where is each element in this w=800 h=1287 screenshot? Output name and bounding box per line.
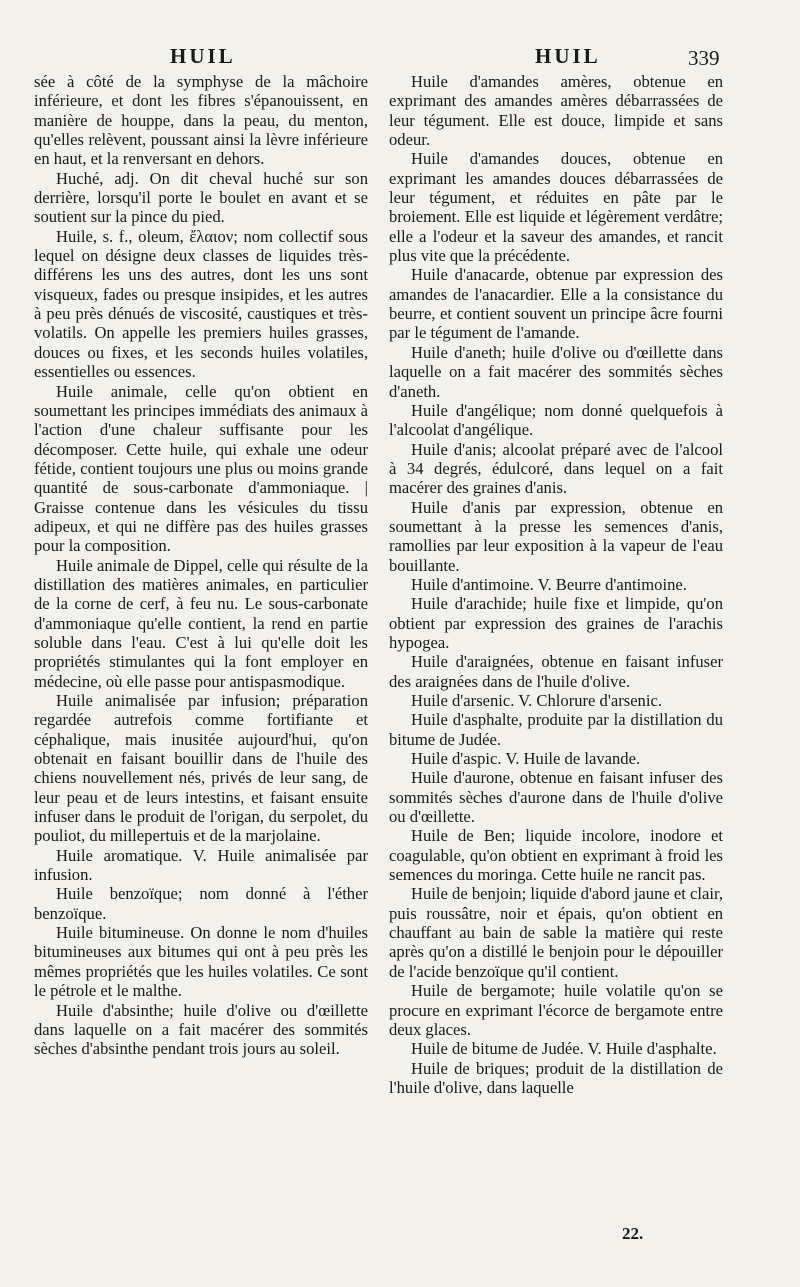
dictionary-entry: Huile d'aneth; huile d'olive ou d'œillette dans laquelle on a fait macérer des sommités sèches d'aneth.	[389, 342, 723, 401]
right-column	[389, 72, 723, 1097]
dictionary-entry: Huile d'anacarde, obtenue par expression des amandes de l'anacardier. Elle a la consistance du beurre, et contient souvent un principe âcre fourni par le tégument de l'amande.	[389, 265, 723, 343]
dictionary-entry: Huile benzoïque; nom donné à l'éther benzoïque.	[34, 884, 368, 923]
dictionary-entry: Huile d'antimoine. V. Beurre d'antimoine.	[411, 574, 687, 594]
dictionary-entry: Huile d'absinthe; huile d'olive ou d'œillette dans laquelle on a fait macérer des sommités sèches d'absinthe pendant trois jours au soleil.	[34, 1000, 368, 1059]
dictionary-entry: Huile de Ben; liquide incolore, inodore et coagulable, qu'on obtient en exprimant à froid les semences du moringa. Cette huile ne rancit pas.	[389, 826, 723, 885]
dictionary-entry: Huile animale de Dippel, celle qui résulte de la distillation des matières animales, en particulier de la corne de cerf, à feu nu. Le sous-carbonate d'ammoniaque qu'elle contient, la rend en partie soluble dans l'eau. C'est à lui qu'elle doit les propriétés stimulantes qui la font employer en médecine, où elle passe pour antispasmodique.	[34, 555, 368, 691]
dictionary-entry: Huile animale, celle qu'on obtient en soumettant les principes immédiats des animaux à l'action d'une chaleur suffisante pour les décomposer. Cette huile, qui exhale une odeur fétide, contient toujours une plus ou moins grande quantité de sous-carbonate d'ammoniaque. | Graisse contenue dans les vésicules du tissu adipeux, et qui ne diffère pas des huiles grasses pour la composition.	[34, 381, 368, 556]
dictionary-entry: Huile d'asphalte, produite par la distillation du bitume de Judée.	[389, 710, 723, 749]
dictionary-entry: Huile d'amandes amères, obtenue en exprimant des amandes amères débarrassées de leur tégument. Elle est douce, limpide et sans odeur.	[389, 72, 723, 150]
dictionary-entry: Huile aromatique. V. Huile animalisée par infusion.	[34, 845, 368, 885]
dictionary-entry: Huile d'anis par expression, obtenue en soumettant à la presse les semences d'anis, ramollies par leur exposition à la vapeur de l'eau bouillante.	[389, 497, 723, 575]
dictionary-entry: Huile d'angélique; nom donné quelquefois à l'alcoolat d'angélique.	[389, 400, 723, 440]
left-column	[34, 72, 368, 1059]
dictionary-entry: Huile de briques; produit de la distillation de l'huile d'olive, dans laquelle	[389, 1058, 723, 1097]
dictionary-entry: Huile d'arachide; huile fixe et limpide, qu'on obtient par expression des graines de l'arachis hypogea.	[389, 594, 723, 652]
dictionary-entry: Huile d'arsenic. V. Chlorure d'arsenic.	[411, 691, 662, 710]
dictionary-entry: Huile bitumineuse. On donne le nom d'huiles bitumineuses aux bitumes qui ont à peu près les mêmes propriétés que les huiles volatiles. Ce sont le pétrole et le malthe.	[34, 923, 368, 1001]
dictionary-entry: Huile d'aurone, obtenue en faisant infuser des sommités sèches d'aurone dans de l'huile d'olive ou d'œillette.	[389, 768, 723, 827]
dictionary-entry: Huile, s. f., oleum, ἔλαιον; nom collectif sous lequel on désigne deux classes de liquides très-différens les uns des autres, dont les uns sont visqueux, fades ou presque insipides, et les autres à peu près dénués de viscosité, caustiques et très-volatils. On appelle les premiers huiles grasses, douces ou fixes, et les seconds huiles volatiles, essentielles ou essences.	[34, 226, 368, 382]
dictionary-entry: Huile d'anis; alcoolat préparé avec de l'alcool à 34 degrés, édulcoré, dans lequel on a fait macérer des graines d'anis.	[389, 439, 723, 498]
dictionary-entry: Huile d'amandes douces, obtenue en exprimant les amandes douces débarrassées de leur tégument, et réduites en pâte par le broiement. Elle est liquide et légèrement verdâtre; elle a l'odeur et la saveur des amandes, et rancit plus vite que la précédente.	[389, 149, 723, 266]
dictionary-entry: Huile d'aspic. V. Huile de lavande.	[411, 749, 641, 769]
dictionary-entry: sée à côté de la symphyse de la mâchoire inférieure, et dont les fibres s'épanouissent, en manière de houppe, dans la peau, du menton, qu'elles relèvent, poussant ainsi la lèvre inférieure en haut, et la renversant en dehors.	[34, 72, 368, 169]
page-number: 339	[688, 46, 720, 70]
dictionary-entry: Huile de benjoin; liquide d'abord jaune et clair, puis roussâtre, noir et épais, qu'on obtient en chauffant au bain de sable la matière qui reste après qu'on a distillé le benjoin pour le dépouiller de l'acide benzoïque qu'il contient.	[389, 884, 723, 981]
dictionary-entry: Huché, adj. On dit cheval huché sur son derrière, lorsqu'il porte le boulet en avant et se soutient sur la pince du pied.	[34, 168, 368, 227]
running-head-right: HUIL	[535, 44, 601, 68]
dictionary-entry: Huile animalisée par infusion; préparation regardée autrefois comme fortifiante et céphalique, mais inusitée aujourd'hui, qu'on obtenait en faisant bouillir dans de l'huile des chiens nouvellement nés, privés de leur sang, de leur peau et de leurs intestins, et faisant ensuite infuser dans le produit de l'origan, du serpolet, du pouliot, du millepertuis et de la marjolaine.	[34, 691, 368, 846]
dictionary-entry: Huile de bitume de Judée. V. Huile d'asphalte.	[411, 1039, 717, 1059]
running-head-left: HUIL	[170, 44, 236, 68]
dictionary-entry: Huile d'araignées, obtenue en faisant infuser des araignées dans de l'huile d'olive.	[389, 652, 723, 691]
signature-mark: 22.	[622, 1224, 644, 1243]
dictionary-entry: Huile de bergamote; huile volatile qu'on se procure en exprimant l'écorce de bergamote entre deux glaces.	[389, 981, 723, 1039]
